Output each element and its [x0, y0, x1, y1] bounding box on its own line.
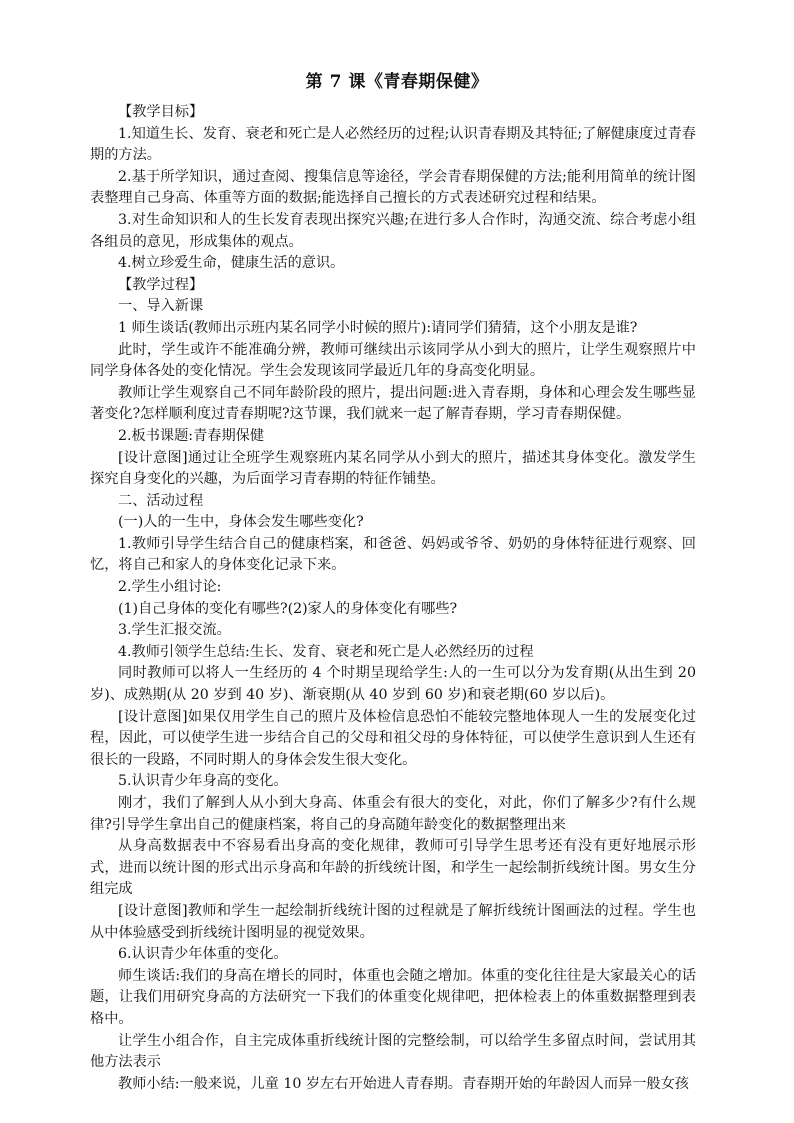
- paragraph: 让学生小组合作，自主完成体重折线统计图的完整绘制，可以给学生多留点时间，尝试用其他方法表示: [90, 1032, 696, 1071]
- subheading-intro: 一、导入新课: [118, 298, 204, 315]
- objective-3: 3.对生命知识和人的生长发育表现出探究兴趣;在进行多人合作时，沟通交流、综合考虑小组各组员的意见，形成集体的观点。: [90, 211, 696, 250]
- paragraph: 刚才，我们了解到人从小到大身高、体重会有很大的变化，对此，你们了解多少?有什么规律?引导学生拿出自己的健康档案，将自己的身高随年龄变化的数据整理出来: [90, 795, 696, 833]
- paragraph: 1 师生谈话(教师出示班内某名同学小时候的照片):请同学们猜猜，这个小朋友是谁?: [118, 319, 638, 336]
- design-intent: [设计意图]如果仅用学生自己的照片及体检信息恐怕不能较完整地体现人一生的发展变化过程，因此，可以使学生进一步结合自己的父母和祖父母的身体特征，可以使学生意识到人生还有很长的一段路，不同时期人的身体会发生很大变化。: [90, 708, 696, 768]
- section-heading-process: 【教学过程】: [118, 276, 204, 293]
- paragraph: 3.学生汇报交流。: [118, 622, 231, 639]
- paragraph: (1)自己身体的变化有哪些?(2)家人的身体变化有哪些?: [118, 600, 458, 617]
- design-intent: [设计意图]通过让全班学生观察班内某名同学从小到大的照片，描述其身体变化。激发学生探究自身变化的兴趣，为后面学习青春期的特征作铺垫。: [90, 449, 696, 488]
- paragraph: 2.学生小组讨论:: [118, 579, 222, 596]
- paragraph: 5.认识青少年身高的变化。: [118, 773, 288, 790]
- paragraph: 1.教师引导学生结合自己的健康档案，和爸爸、妈妈或爷爷、奶奶的身体特征进行观察、回忆，将自己和家人的身体变化记录下来。: [90, 535, 696, 574]
- paragraph: 教师让学生观察自己不同年龄阶段的照片，提出问题:进入青春期，身体和心理会发生哪些显著变化?怎样顺利度过青春期呢?这节课，我们就来一起了解青春期，学习青春期保健。: [90, 384, 696, 423]
- paragraph: 2.板书课题:青春期保健: [118, 427, 265, 444]
- paragraph: 教师小结:一般来说，儿童 10 岁左右开始进人青春期。青春期开始的年龄因人而异一般女孩: [118, 1075, 689, 1092]
- section-heading-objectives: 【教学目标】: [118, 104, 204, 120]
- subheading-activity: 二、活动过程: [118, 492, 204, 509]
- document-body: [90, 102, 696, 1095]
- objective-2: 2.基于所学知识，通过查阅、搜集信息等途径，学会青春期保健的方法;能利用简单的统计图表整理自己身高、体重等方面的数据;能选择自己擅长的方式表述研究过程和结果。: [90, 168, 696, 207]
- paragraph: (一)人的一生中，身体会发生哪些变化?: [118, 514, 364, 531]
- objective-1: 1.知道生长、发育、衰老和死亡是人必然经历的过程;认识青春期及其特征;了解健康度过青春期的方法。: [90, 125, 696, 164]
- paragraph: 此时，学生或许不能准确分辨，教师可继续出示该同学从小到大的照片，让学生观察照片中同学身体各处的变化情况。学生会发现该同学最近几年的身高变化明显。: [90, 341, 696, 380]
- design-intent: [设计意图]教师和学生一起绘制折线统计图的过程就是了解折线统计图画法的过程。学生也从中体验感受到折线统计图明显的视觉效果。: [90, 902, 696, 941]
- paragraph: 4.教师引领学生总结:生长、发育、衰老和死亡是人必然经历的过程: [118, 643, 534, 660]
- paragraph: 同时教师可以将人一生经历的 4 个时期呈现给学生:人的一生可以分为发育期(从出生到 20 岁)、成熟期(从 20 岁到 40 岁)、渐衰期(从 40 岁到 60 岁)和衰老期(60 岁以后)。: [90, 665, 696, 704]
- paragraph: 师生谈话:我们的身高在增长的同时，体重也会随之增加。体重的变化往往是大家最关心的话题，让我们用研究身高的方法研究一下我们的体重变化规律吧，把体检表上的体重数据整理到表格中。: [90, 967, 696, 1027]
- page-title: 第 7 课《青春期保健》: [305, 72, 489, 92]
- paragraph: 6.认识青少年体重的变化。: [118, 946, 288, 963]
- paragraph: 从身高数据表中不容易看出身高的变化规律，教师可引导学生思考还有没有更好地展示形式，进而以统计图的形式出示身高和年龄的折线统计图，和学生一起绘制折线统计图。男女生分组完成: [90, 838, 696, 898]
- objective-4: 4.树立珍爱生命，健康生活的意识。: [118, 255, 345, 272]
